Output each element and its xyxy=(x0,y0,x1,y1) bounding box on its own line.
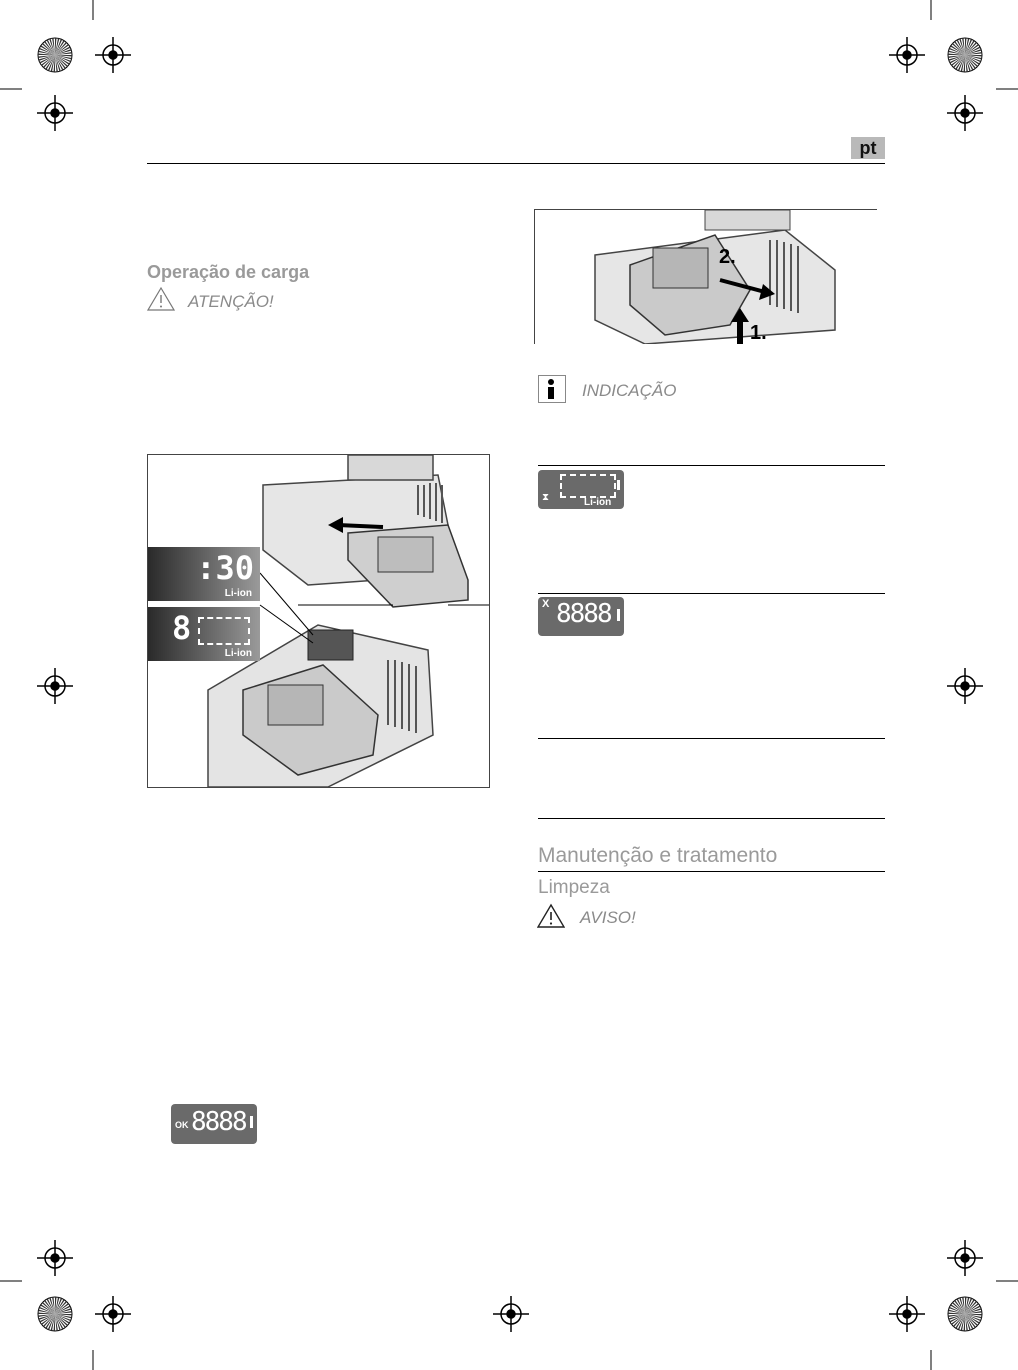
battery-removal-illustration xyxy=(534,209,877,344)
waiting-chem-label: Li-ion xyxy=(584,497,612,508)
table-rule-3 xyxy=(538,738,885,739)
language-code-badge: pt xyxy=(851,137,885,159)
battery-removal-drawing xyxy=(535,210,877,344)
crosshair-target xyxy=(889,37,925,73)
waiting-battery-tip xyxy=(617,480,620,490)
crosshair-target xyxy=(95,1296,131,1332)
caution-label: AVISO! xyxy=(580,908,636,927)
sunburst-wheel xyxy=(948,38,982,72)
step-1-label: 1. xyxy=(750,322,767,344)
sunburst-wheel xyxy=(38,1297,72,1331)
table-rule-2 xyxy=(538,593,885,594)
step-2-label: 2. xyxy=(719,246,736,268)
charger-display-top xyxy=(148,547,260,601)
crosshair-target xyxy=(37,668,73,704)
crosshair-target xyxy=(889,1296,925,1332)
crosshair-target xyxy=(493,1296,529,1332)
error-digits: 8888 xyxy=(556,599,611,629)
maintenance-rule xyxy=(538,871,885,872)
waiting-battery-frame xyxy=(560,474,616,498)
ok-prefix: OK xyxy=(175,1120,189,1130)
crosshair-target xyxy=(947,1240,983,1276)
sunburst-wheel xyxy=(38,38,72,72)
display-bottom-battery-frame xyxy=(198,617,250,645)
sunburst-wheel xyxy=(948,1297,982,1331)
section-title-charging: Operação de carga xyxy=(147,262,310,282)
ok-battery-tip xyxy=(250,1116,253,1128)
warning-label: ATENÇÃO! xyxy=(188,292,274,311)
note-label: INDICAÇÃO xyxy=(582,381,677,400)
display-top-chem-label: Li-ion xyxy=(224,588,252,599)
ok-digits: 8888 xyxy=(191,1107,246,1137)
table-rule-4 xyxy=(538,818,885,819)
info-icon xyxy=(538,375,566,403)
warning-icon xyxy=(147,286,175,312)
crosshair-target xyxy=(947,668,983,704)
subsection-title-cleaning: Limpeza xyxy=(538,877,610,898)
section-title-maintenance: Manutenção e tratamento xyxy=(538,844,778,867)
crosshair-target xyxy=(947,95,983,131)
ok-status-display xyxy=(171,1104,257,1144)
waiting-status-display xyxy=(538,470,624,509)
display-bottom-chem-label: Li-ion xyxy=(224,648,252,659)
hourglass-icon: ⧗ xyxy=(542,492,550,503)
crosshair-target xyxy=(37,95,73,131)
caution-icon xyxy=(537,903,565,929)
crosshair-target xyxy=(95,37,131,73)
header-rule xyxy=(147,163,885,164)
error-x-prefix: X xyxy=(542,598,550,610)
display-bottom-digit: 8 xyxy=(172,609,192,647)
display-time-value: :30 xyxy=(196,549,254,587)
charging-illustration xyxy=(147,454,490,788)
table-rule-1 xyxy=(538,465,885,466)
error-battery-tip xyxy=(617,609,620,621)
crosshair-target xyxy=(37,1240,73,1276)
charger-display-bottom xyxy=(148,607,260,661)
error-status-display xyxy=(538,597,624,636)
